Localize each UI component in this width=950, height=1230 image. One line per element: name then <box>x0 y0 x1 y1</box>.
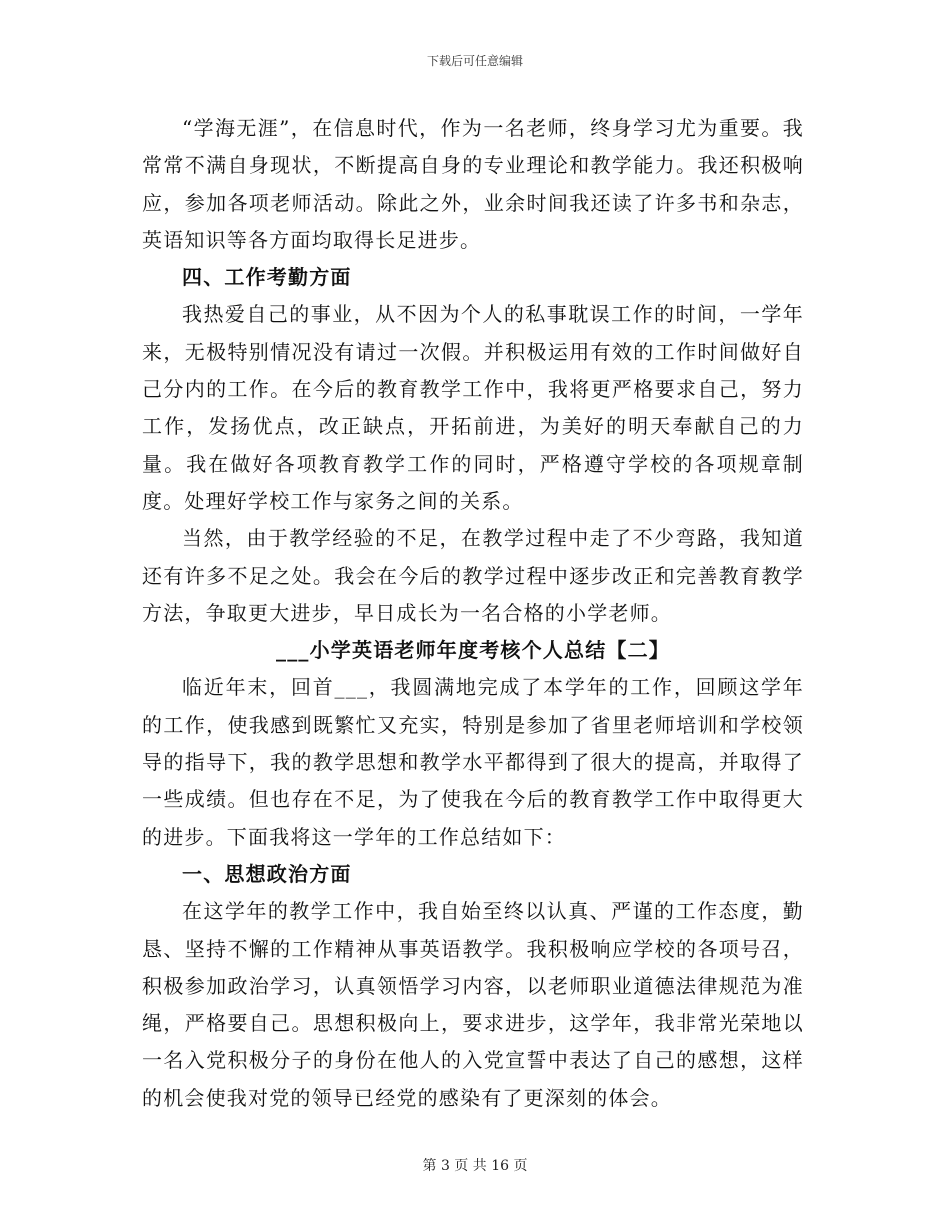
paragraph-year-review: 临近年末，回首___，我圆满地完成了本学年的工作，回顾这学年的工作，使我感到既繁忙又充实，特别是参加了省里老师培训和学校领导的指导下，我的教学思想和教学水平都得到了很大的提高，并取得了一些成绩。但也存在不足，为了使我在今后的教育教学工作中取得更大的进步。下面我将这一学年的工作总结如下： <box>142 675 804 849</box>
section-heading-political: 一、思想政治方面 <box>182 861 352 886</box>
page-footer: 第 3 页 共 16 页 <box>422 1158 528 1174</box>
section-heading-attendance: 四、工作考勤方面 <box>182 265 352 290</box>
paragraph-political: 在这学年的教学工作中，我自始至终以认真、严谨的工作态度，勤恳、坚持不懈的工作精神从事英语教学。我积极响应学校的各项号召，积极参加政治学习，认真领悟学习内容，以老师职业道德法律规范为准绳，严格要自己。思想积极向上，要求进步，这学年，我非常光荣地以一名入党积极分子的身份在他人的入党宣誓中表达了自己的感想，这样的机会使我对党的领导已经党的感染有了更深刻的体会。 <box>142 899 804 1110</box>
paragraph-shortcomings: 当然，由于教学经验的不足，在教学过程中走了不少弯路，我知道还有许多不足之处。我会在今后的教学过程中逐步改正和完善教育教学方法，争取更大进步，早日成长为一名合格的小学老师。 <box>142 526 804 625</box>
paragraph-attendance: 我热爱自己的事业，从不因为个人的私事耽误工作的时间，一学年来，无极特别情况没有请过一次假。并积极运用有效的工作时间做好自己分内的工作。在今后的教育教学工作中，我将更严格要求自己，努力工作，发扬优点，改正缺点，开拓前进，为美好的明天奉献自己的力量。我在做好各项教育教学工作的同时，严格遵守学校的各项规章制度。处理好学校工作与家务之间的关系。 <box>142 302 804 513</box>
page-header: 下载后可任意编辑 <box>426 54 523 68</box>
paragraph-lifelong-learning: “学海无涯”，在信息时代，作为一名老师，终身学习尤为重要。我常常不满自身现状，不断提高自身的专业理论和教学能力。我还积极响应，参加各项老师活动。除此之外，业余时间我还读了许多书和杂志，英语知识等各方面均取得长足进步。 <box>142 116 804 252</box>
document-body <box>142 110 804 1117</box>
document-title-part-two: ___小学英语老师年度考核个人总结【二】 <box>276 638 670 663</box>
